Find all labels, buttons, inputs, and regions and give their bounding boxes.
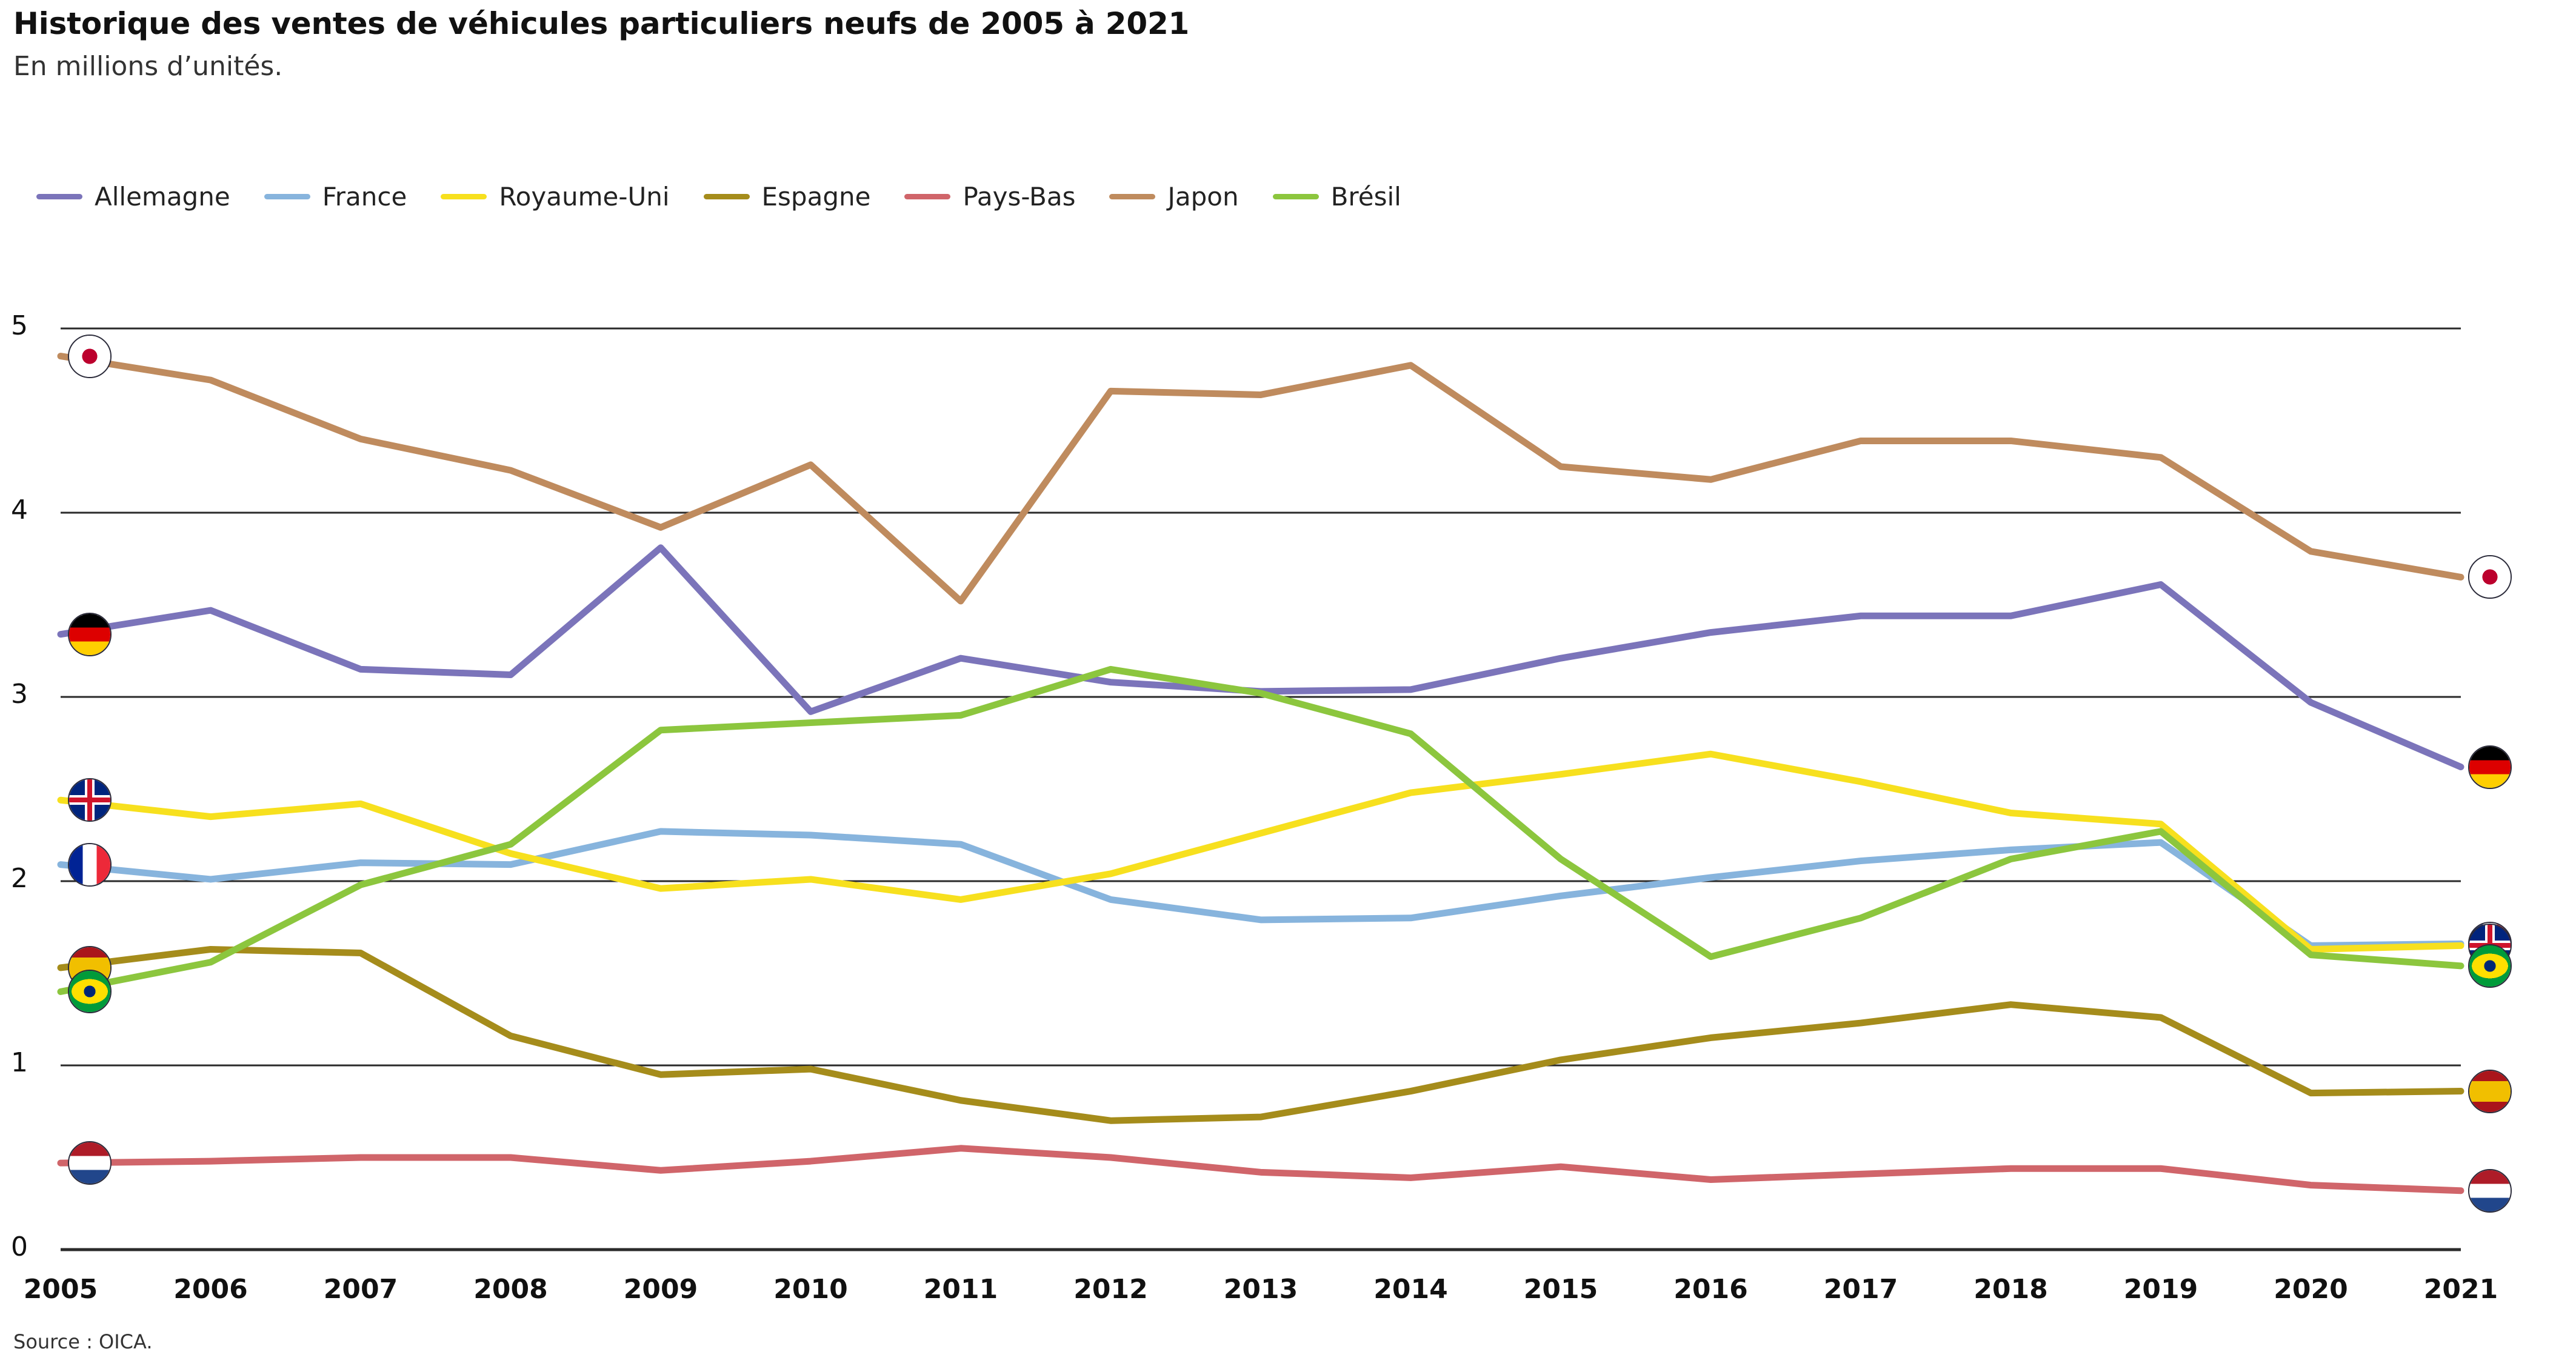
legend-label: France — [322, 182, 407, 212]
x-axis-tick-label: 2006 — [173, 1274, 248, 1305]
x-axis-tick-label: 2007 — [323, 1274, 398, 1305]
series-line-espagne[interactable] — [61, 949, 2461, 1121]
x-axis-tick-label: 2012 — [1073, 1274, 1148, 1305]
legend-item[interactable] — [1273, 182, 1401, 212]
flag-jp-icon-start — [68, 335, 112, 378]
flag-fr-icon-start — [68, 843, 112, 887]
flag-nl-icon-start — [68, 1141, 112, 1185]
x-axis-tick-label: 2009 — [623, 1274, 698, 1305]
legend-color-swatch — [1273, 194, 1319, 199]
series-line-allemagne[interactable] — [61, 548, 2461, 767]
legend-color-swatch — [264, 194, 310, 199]
legend-item[interactable] — [264, 182, 407, 212]
flag-de-icon-start — [68, 613, 112, 656]
flag-de-icon-end — [2468, 745, 2512, 789]
x-axis-tick-label: 2016 — [1673, 1274, 1748, 1305]
flag-br-icon-end — [2468, 944, 2512, 988]
page-subtitle: En millions d’unités. — [13, 51, 283, 82]
x-axis-tick-label: 2010 — [773, 1274, 848, 1305]
x-axis-tick-label: 2011 — [923, 1274, 998, 1305]
legend-color-swatch — [441, 194, 487, 199]
flag-jp-icon-end — [2468, 555, 2512, 599]
legend-label: Allemagne — [95, 182, 230, 212]
legend-color-swatch — [904, 194, 950, 199]
legend-item[interactable] — [36, 182, 230, 212]
legend-label: Pays-Bas — [963, 182, 1076, 212]
x-axis-tick-label: 2020 — [2274, 1274, 2348, 1305]
flag-es-icon-end — [2468, 1070, 2512, 1113]
flag-br-icon-start — [68, 970, 112, 1013]
source-note: Source : OICA. — [13, 1330, 153, 1353]
x-axis-tick-label: 2015 — [1523, 1274, 1598, 1305]
legend-item[interactable] — [1109, 182, 1238, 212]
x-axis-tick-label: 2017 — [1823, 1274, 1898, 1305]
y-axis-tick-label: 1 — [11, 1047, 28, 1078]
legend-item[interactable] — [904, 182, 1075, 212]
x-axis-tick-label: 2021 — [2423, 1274, 2498, 1305]
legend-label: Japon — [1167, 182, 1239, 212]
y-axis-tick-label: 5 — [11, 310, 28, 341]
flag-gb-icon-start — [68, 778, 112, 822]
x-axis-tick-label: 2019 — [2123, 1274, 2198, 1305]
y-axis-tick-label: 3 — [11, 679, 28, 710]
y-axis-tick-label: 0 — [11, 1231, 28, 1262]
x-axis-tick-label: 2018 — [1974, 1274, 2048, 1305]
chart-legend — [36, 182, 1435, 212]
legend-color-swatch — [36, 194, 82, 199]
x-axis-tick-label: 2005 — [23, 1274, 98, 1305]
legend-color-swatch — [704, 194, 750, 199]
y-axis-tick-label: 4 — [11, 495, 28, 525]
chart-svg — [0, 285, 2576, 1254]
chart-plot-area — [0, 285, 2576, 1305]
series-line-france[interactable] — [61, 831, 2461, 945]
flag-nl-icon-end — [2468, 1169, 2512, 1213]
x-axis-tick-label: 2014 — [1373, 1274, 1448, 1305]
y-axis-tick-label: 2 — [11, 863, 28, 894]
legend-item[interactable] — [704, 182, 871, 212]
page-title: Historique des ventes de véhicules particuliers neufs de 2005 à 2021 — [13, 6, 1190, 41]
legend-label: Royaume-Uni — [499, 182, 670, 212]
legend-item[interactable] — [441, 182, 669, 212]
series-line-pays-bas[interactable] — [61, 1148, 2461, 1191]
legend-color-swatch — [1109, 194, 1155, 199]
legend-label: Espagne — [761, 182, 871, 212]
series-line-japon[interactable] — [61, 356, 2461, 601]
x-axis-tick-label: 2013 — [1223, 1274, 1298, 1305]
legend-label: Brésil — [1330, 182, 1401, 212]
x-axis-tick-label: 2008 — [473, 1274, 548, 1305]
